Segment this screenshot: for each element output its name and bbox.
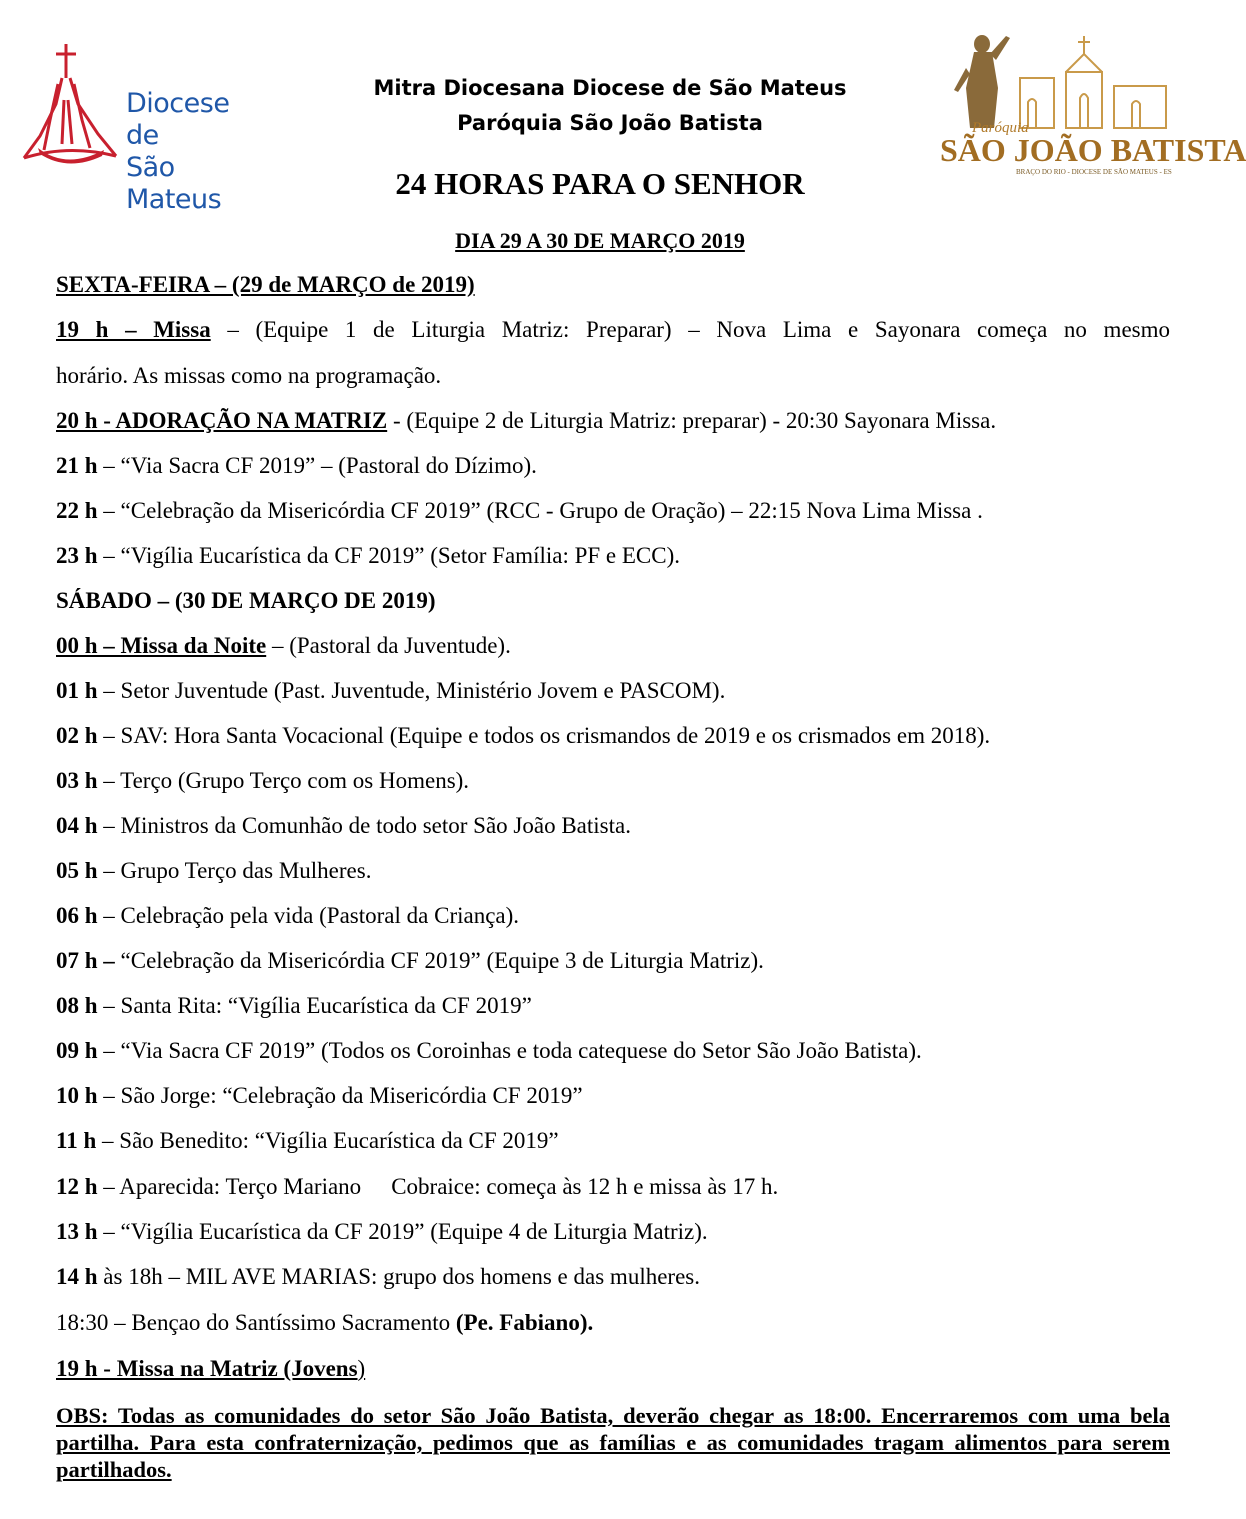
schedule-item-saturday-02h [56,723,990,749]
schedule-text: – São Benedito: “Vigília Eucarística da CF 2019” [96,1128,559,1153]
schedule-item-saturday-07h [56,948,764,974]
schedule-time: 03 h [56,768,98,793]
diocese-logo [18,40,268,215]
schedule-item-saturday-11h [56,1128,559,1154]
org-line-1: Mitra Diocesana Diocese de São Mateus [373,76,847,100]
schedule-text: – Setor Juventude (Past. Juventude, Ministério Jovem e PASCOM). [97,678,726,703]
schedule-item-saturday-08h [56,993,532,1019]
schedule-item-saturday-00h [56,633,511,659]
schedule-text-secondary: Cobraice: começa às 12 h e missa às 17 h. [391,1174,779,1199]
schedule-time: 23 h [56,543,98,568]
schedule-time: 08 h [56,993,98,1018]
schedule-time: 21 h [56,453,98,478]
diocese-cross-tent-icon [18,40,128,170]
schedule-time: 02 h [56,723,98,748]
schedule-time: 10 h [56,1083,98,1108]
schedule-item-friday-23h [56,543,680,569]
date-line: DIA 29 A 30 DE MARÇO 2019 [455,228,745,253]
schedule-time: 06 h [56,903,98,928]
schedule-item-saturday-19h: 19 h - Missa na Matriz (Jovens) [56,1356,366,1381]
schedule-text: 19 h - Missa na Matriz (Jovens [56,1356,358,1381]
schedule-item-saturday-12h [56,1174,778,1200]
schedule-text: – SAV: Hora Santa Vocacional (Equipe e todos os crismandos de 2019 e os crismados em 2018). [97,723,991,748]
parish-logo-name: SÃO JOÃO BATISTA [940,132,1246,168]
schedule-text: às 18h – MIL AVE MARIAS: grupo dos homens e das mulheres. [97,1264,700,1289]
diocese-logo-line-1: Diocese de [126,88,230,151]
saturday-heading: SÁBADO – (30 DE MARÇO DE 2019) [56,588,436,613]
schedule-item-saturday-03h [56,768,469,794]
schedule-text: 18:30 – Bençao do Santíssimo Sacramento [56,1310,456,1335]
schedule-item-friday-22h [56,498,983,524]
schedule-text: “Celebração da Misericórdia CF 2019” (Equipe 3 de Liturgia Matriz). [114,948,764,973]
schedule-item-friday-21h [56,453,537,479]
observation-note: OBS: Todas as comunidades do setor São João Batista, deverão chegar as 18:00. Encerraremos com uma bela partilha. Para esta confraternização, pedimos que as famílias e as comunidades tragam alimentos para serem partilhados. [56,1403,1170,1482]
schedule-item-saturday-1830 [56,1310,593,1336]
schedule-time: 12 h [56,1174,98,1199]
schedule-text: – “Via Sacra CF 2019” (Todos os Coroinhas e toda catequese do Setor São João Batista). [97,1038,922,1063]
parish-logo [936,28,1246,178]
schedule-text: – Grupo Terço das Mulheres. [97,858,372,883]
schedule-text: – São Jorge: “Celebração da Misericórdia CF 2019” [97,1083,583,1108]
schedule-item-saturday-14h [56,1264,700,1290]
schedule-time: 04 h [56,813,98,838]
schedule-time: 14 h [56,1264,98,1289]
schedule-item-friday-19h-cont: horário. As missas como na programação. [56,363,442,388]
schedule-item-saturday-13h [56,1219,708,1245]
schedule-item-saturday-09h [56,1038,922,1064]
schedule-text: – Ministros da Comunhão de todo setor São João Batista. [97,813,631,838]
schedule-item-saturday-10h [56,1083,583,1109]
schedule-text: – Santa Rita: “Vigília Eucarística da CF 2019” [97,993,532,1018]
schedule-time: 07 h – [56,948,115,973]
schedule-item-saturday-01h [56,678,725,704]
schedule-text: – (Pastoral da Juventude). [266,633,511,658]
page-title: 24 HORAS PARA O SENHOR [395,166,805,201]
diocese-logo-line-2: São Mateus [126,152,222,215]
schedule-text-bold: (Pe. Fabiano). [455,1310,594,1335]
schedule-text: – Celebração pela vida (Pastoral da Criança). [97,903,520,928]
parish-logo-small: Paróquia [972,120,1029,136]
schedule-text: – Terço (Grupo Terço com os Homens). [97,768,470,793]
schedule-text: – (Equipe 1 de Liturgia Matriz: Preparar) – Nova Lima e Sayonara começa no mesmo [210,317,1170,342]
schedule-time: 20 h - ADORAÇÃO NA MATRIZ [56,408,388,433]
schedule-text: – “Vigília Eucarística da CF 2019” (Equipe 4 de Liturgia Matriz). [97,1219,708,1244]
schedule-item-friday-20h [56,408,996,434]
schedule-item-saturday-05h [56,858,371,884]
schedule-time: 22 h [56,498,98,523]
schedule-item-saturday-04h [56,813,631,839]
schedule-text: – “Vigília Eucarística da CF 2019” (Setor Família: PF e ECC). [97,543,681,568]
org-line-2: Paróquia São João Batista [457,111,763,135]
schedule-text: – “Via Sacra CF 2019” – (Pastoral do Dízimo). [97,453,537,478]
schedule-text: - (Equipe 2 de Liturgia Matriz: preparar) - 20:30 Sayonara Missa. [387,408,997,433]
schedule-time: 19 h – Missa [56,317,211,342]
schedule-item-saturday-06h [56,903,519,929]
schedule-text: – “Celebração da Misericórdia CF 2019” (RCC - Grupo de Oração) – 22:15 Nova Lima Missa . [97,498,983,523]
parish-logo-sub: BRAÇO DO RIO - DIOCESE DE SÃO MATEUS - ES [1016,168,1172,176]
schedule-time: 05 h [56,858,98,883]
schedule-time: 00 h – Missa da Noite [56,633,267,658]
friday-heading: SEXTA-FEIRA – (29 de MARÇO de 2019) [56,272,475,297]
schedule-time: 11 h [56,1128,97,1153]
schedule-time: 13 h [56,1219,98,1244]
schedule-text: – Aparecida: Terço Mariano [97,1174,362,1199]
schedule-item-friday-19h [56,317,1170,343]
schedule-time: 09 h [56,1038,98,1063]
schedule-time: 01 h [56,678,98,703]
